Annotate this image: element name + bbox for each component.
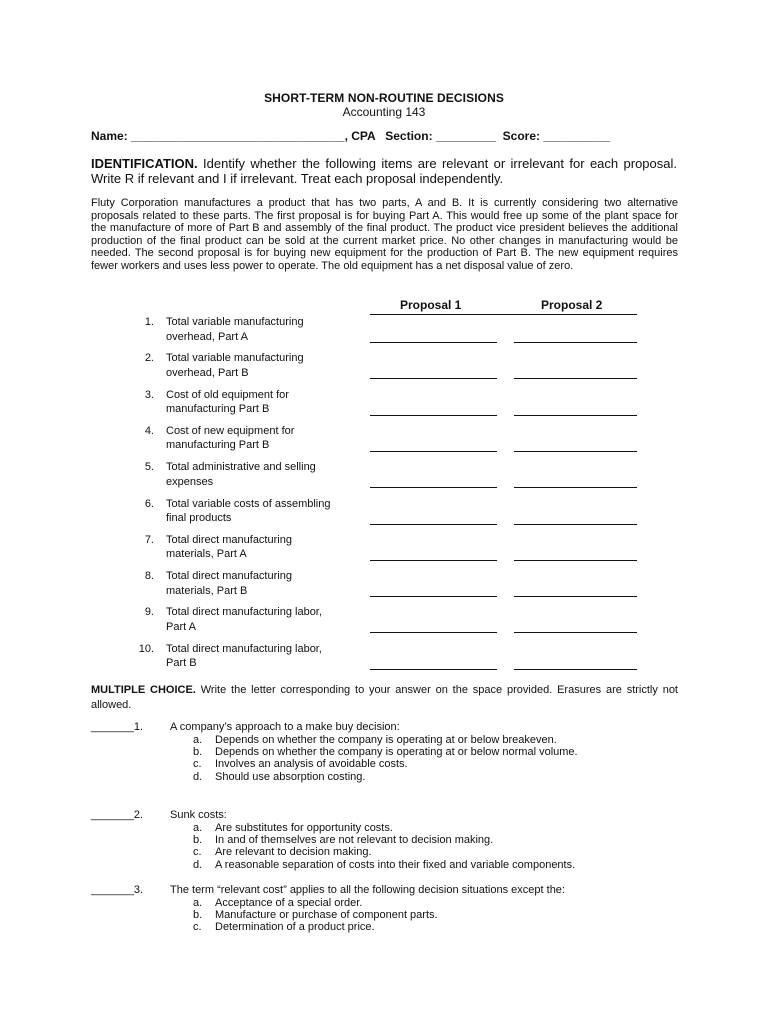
proposal-1-answer-blank[interactable] [370, 632, 497, 633]
proposal-2-answer-blank[interactable] [514, 378, 637, 379]
option-letter: c. [193, 921, 202, 934]
identification-instructions [91, 156, 677, 186]
proposal-2-answer-blank[interactable] [514, 560, 637, 561]
item-description-line-1: Total direct manufacturing labor, [166, 642, 322, 655]
proposal-2-answer-blank[interactable] [514, 524, 637, 525]
proposal-2-answer-blank[interactable] [514, 596, 637, 597]
proposal-1-answer-blank[interactable] [370, 451, 497, 452]
item-description-line-1: Total direct manufacturing labor, [166, 606, 322, 619]
option-letter: a. [193, 896, 203, 909]
proposal-1-answer-blank[interactable] [370, 487, 497, 488]
proposal-1-answer-blank[interactable] [370, 415, 497, 416]
proposal-2-answer-blank[interactable] [514, 342, 637, 343]
item-description-line-2: manufacturing Part B [166, 439, 270, 452]
item-description-line-2: overhead, Part B [166, 366, 249, 379]
item-number: 1. [144, 316, 154, 328]
page-title: SHORT-TERM NON-ROUTINE DECISIONS [264, 91, 504, 105]
option-text: Depends on whether the company is operating at or below normal volume. [215, 745, 578, 758]
proposal-2-answer-blank[interactable] [514, 487, 637, 488]
proposal-1-answer-blank[interactable] [370, 669, 497, 670]
item-description-line-1: Total direct manufacturing [166, 570, 292, 583]
option-letter: d. [193, 858, 203, 871]
option-text: Determination of a product price. [215, 921, 375, 934]
item-number: 7. [144, 533, 154, 546]
answer-blank-number[interactable]: _______3. [91, 884, 143, 896]
proposal-2-answer-blank[interactable] [514, 669, 637, 670]
item-description [166, 351, 361, 380]
item-number: 8. [144, 570, 154, 583]
option-letter: d. [193, 770, 203, 783]
proposal-2-answer-blank[interactable] [514, 415, 637, 416]
item-description-line-2: materials, Part A [166, 548, 247, 561]
scenario-paragraph: Fluty Corporation manufactures a product that has two parts, A and B. It is currently considering two alternative proposals related to these parts. The first proposal is for buying Part A. This would free up some of the plant space for the manufacture of more of Part B and assembly of the final product. The product vice president believes the additional production of the final product can be sold at the current market price. No other changes in manufacturing would be needed. The second proposal is for buying new equipment for the production of Part B. The new equipment requires fewer workers and uses less power to operate. The old equipment has a net disposal value of zero. [91, 197, 678, 272]
item-number: 4. [144, 424, 154, 437]
item-description-line-1: Total variable costs of assembling [166, 497, 331, 510]
option-text: Involves an analysis of avoidable costs. [215, 758, 408, 771]
proposal-1-answer-blank[interactable] [370, 342, 497, 343]
option-letter: c. [193, 846, 202, 859]
option-letter: b. [193, 833, 203, 846]
answer-blank-number[interactable]: _______2. [91, 809, 143, 821]
item-description [166, 315, 361, 344]
item-description-line-1: Total variable manufacturing [166, 316, 304, 328]
answer-blank-number[interactable]: _______1. [91, 721, 143, 733]
option-text: Depends on whether the company is operating at or below breakeven. [215, 733, 557, 746]
item-description [166, 497, 361, 526]
question-text: A company’s approach to a make buy decision: [170, 721, 400, 733]
item-description [166, 388, 361, 417]
item-description [166, 533, 361, 562]
option-letter: a. [193, 733, 203, 746]
option-text: Should use absorption costing. [215, 770, 366, 783]
item-description-line-1: Total variable manufacturing [166, 352, 304, 365]
option-text: Are relevant to decision making. [215, 846, 372, 859]
option-text: In and of themselves are not relevant to decision making. [215, 833, 494, 846]
item-number: 5. [144, 461, 154, 474]
multiple-choice-instructions [91, 683, 678, 713]
item-description [166, 642, 361, 671]
item-description-line-2: Part B [166, 657, 197, 670]
item-description-line-1: Total administrative and selling [166, 461, 316, 474]
identification-label: IDENTIFICATION. [91, 156, 198, 171]
proposal-1-answer-blank[interactable] [370, 596, 497, 597]
option-text: Acceptance of a special order. [215, 896, 363, 909]
column-header-proposal-2: Proposal 2 [541, 298, 603, 312]
multiple-choice-instruction-text: Write the letter corresponding to your answer on the space provided. Erasures are strictly not allowed. [91, 684, 678, 711]
item-description-line-1: Cost of new equipment for [166, 424, 295, 437]
item-description-line-2: final products [166, 512, 232, 524]
course-subtitle: Accounting 143 [342, 105, 426, 119]
item-number: 3. [144, 388, 154, 401]
item-number: 9. [144, 606, 154, 619]
identification-instruction-text: Identify whether the following items are relevant or irrelevant for each proposal. Write R if relevant and I if irrelevant. Treat each proposal independently. [91, 156, 677, 186]
proposal-1-answer-blank[interactable] [370, 560, 497, 561]
question-text: Sunk costs: [170, 809, 227, 821]
item-description [166, 424, 361, 453]
option-letter: b. [193, 745, 203, 758]
item-number: 2. [144, 352, 154, 365]
proposal-2-answer-blank[interactable] [514, 632, 637, 633]
item-description-line-2: expenses [166, 475, 214, 488]
option-text: Are substitutes for opportunity costs. [215, 821, 393, 834]
item-description-line-2: overhead, Part A [166, 330, 248, 343]
header-underline [370, 314, 637, 315]
option-text: A reasonable separation of costs into their fixed and variable components. [215, 858, 576, 871]
item-number: 6. [144, 497, 154, 510]
multiple-choice-label: MULTIPLE CHOICE. [91, 684, 196, 696]
student-info-line: Name: ________________________________, CPA Section: _________ Score: __________ [91, 129, 611, 143]
option-letter: b. [193, 908, 203, 921]
item-description-line-1: Total direct manufacturing [166, 533, 292, 546]
item-description-line-2: manufacturing Part B [166, 403, 270, 416]
proposal-2-answer-blank[interactable] [514, 451, 637, 452]
item-description [166, 569, 361, 598]
proposal-1-answer-blank[interactable] [370, 524, 497, 525]
item-description-line-1: Cost of old equipment for [166, 388, 289, 401]
item-description-line-2: materials, Part B [166, 584, 248, 597]
item-description [166, 605, 361, 634]
option-letter: c. [193, 758, 202, 771]
option-letter: a. [193, 821, 203, 834]
item-description-line-2: Part A [166, 620, 196, 633]
proposal-1-answer-blank[interactable] [370, 378, 497, 379]
option-text: Manufacture or purchase of component parts. [215, 908, 438, 921]
question-text: The term “relevant cost” applies to all the following decision situations except the: [170, 884, 565, 896]
column-header-proposal-1: Proposal 1 [400, 298, 462, 312]
item-description [166, 460, 361, 489]
item-number: 10. [138, 642, 154, 655]
